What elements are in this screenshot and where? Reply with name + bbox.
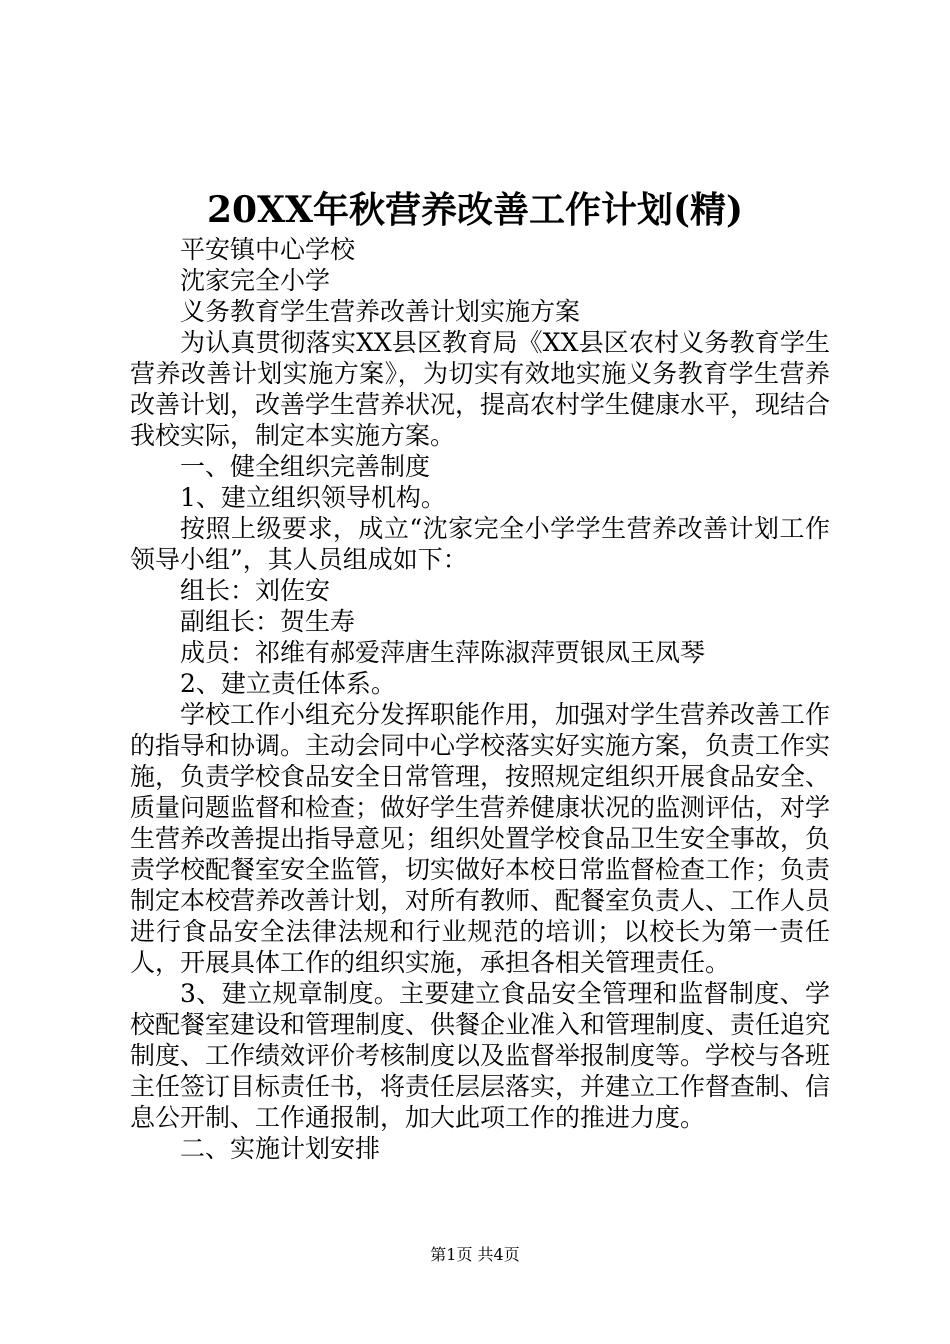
section-heading-1: 一、健全组织完善制度	[180, 452, 431, 481]
paragraph-deputy-leader: 副组长：贺生寿	[180, 607, 356, 636]
document-title: 20XX年秋营养改善工作计划(精)	[206, 189, 744, 231]
subsection-heading-2: 2、建立责任体系。	[180, 669, 396, 698]
paragraph-leadership-group: 按照上级要求，成立“沈家完全小学学生营养改善计划工作领导小组”，其人员组成如下：	[130, 514, 830, 574]
paragraph-group-leader: 组长：刘佐安	[180, 576, 331, 605]
document-body	[130, 234, 830, 1164]
subsection-heading-1: 1、建立组织领导机构。	[180, 483, 446, 512]
paragraph-intro: 为认真贯彻落实XX县区教育局《XX县区农村义务教育学生营养改善计划实施方案》，为切实有效地实施义务教育学生营养改善计划，改善学生营养状况，提高农村学生健康水平，现结合我校实际，制定本实施方案。	[130, 328, 831, 450]
paragraph-regulations: 3、建立规章制度。主要建立食品安全管理和监督制度、学校配餐室建设和管理制度、供餐企业准入和管理制度、责任追究制度、工作绩效评价考核制度以及监督举报制度等。学校与各班主任签订目标责任书，将责任层层落实，并建立工作督查制、信息公开制、工作通报制，加大此项工作的推进力度。	[130, 979, 831, 1132]
paragraph-members: 成员：祁维有郝爱萍唐生萍陈淑萍贾银凤王凤琴	[180, 638, 706, 667]
paragraph-responsibility: 学校工作小组充分发挥职能作用，加强对学生营养改善工作的指导和协调。主动会同中心学校落实好实施方案，负责工作实施，负责学校食品安全日常管理，按照规定组织开展食品安全、质量问题监督和检查；做好学生营养健康状况的监测评估，对学生营养改善提出指导意见；组织处置学校食品卫生安全事故，负责学校配餐室安全监管，切实做好本校日常监督检查工作；负责制定本校营养改善计划，对所有教师、配餐室负责人、工作人员进行食品安全法律法规和行业规范的培训；以校长为第一责任人，开展具体工作的组织实施，承担各相关管理责任。	[130, 700, 831, 977]
paragraph-primary-school: 沈家完全小学	[180, 266, 331, 295]
paragraph-plan-name: 义务教育学生营养改善计划实施方案	[180, 297, 581, 326]
page-footer: 第1页 共4页	[430, 1245, 520, 1264]
section-heading-2: 二、实施计划安排	[180, 1134, 381, 1163]
paragraph-school-name: 平安镇中心学校	[180, 235, 356, 264]
